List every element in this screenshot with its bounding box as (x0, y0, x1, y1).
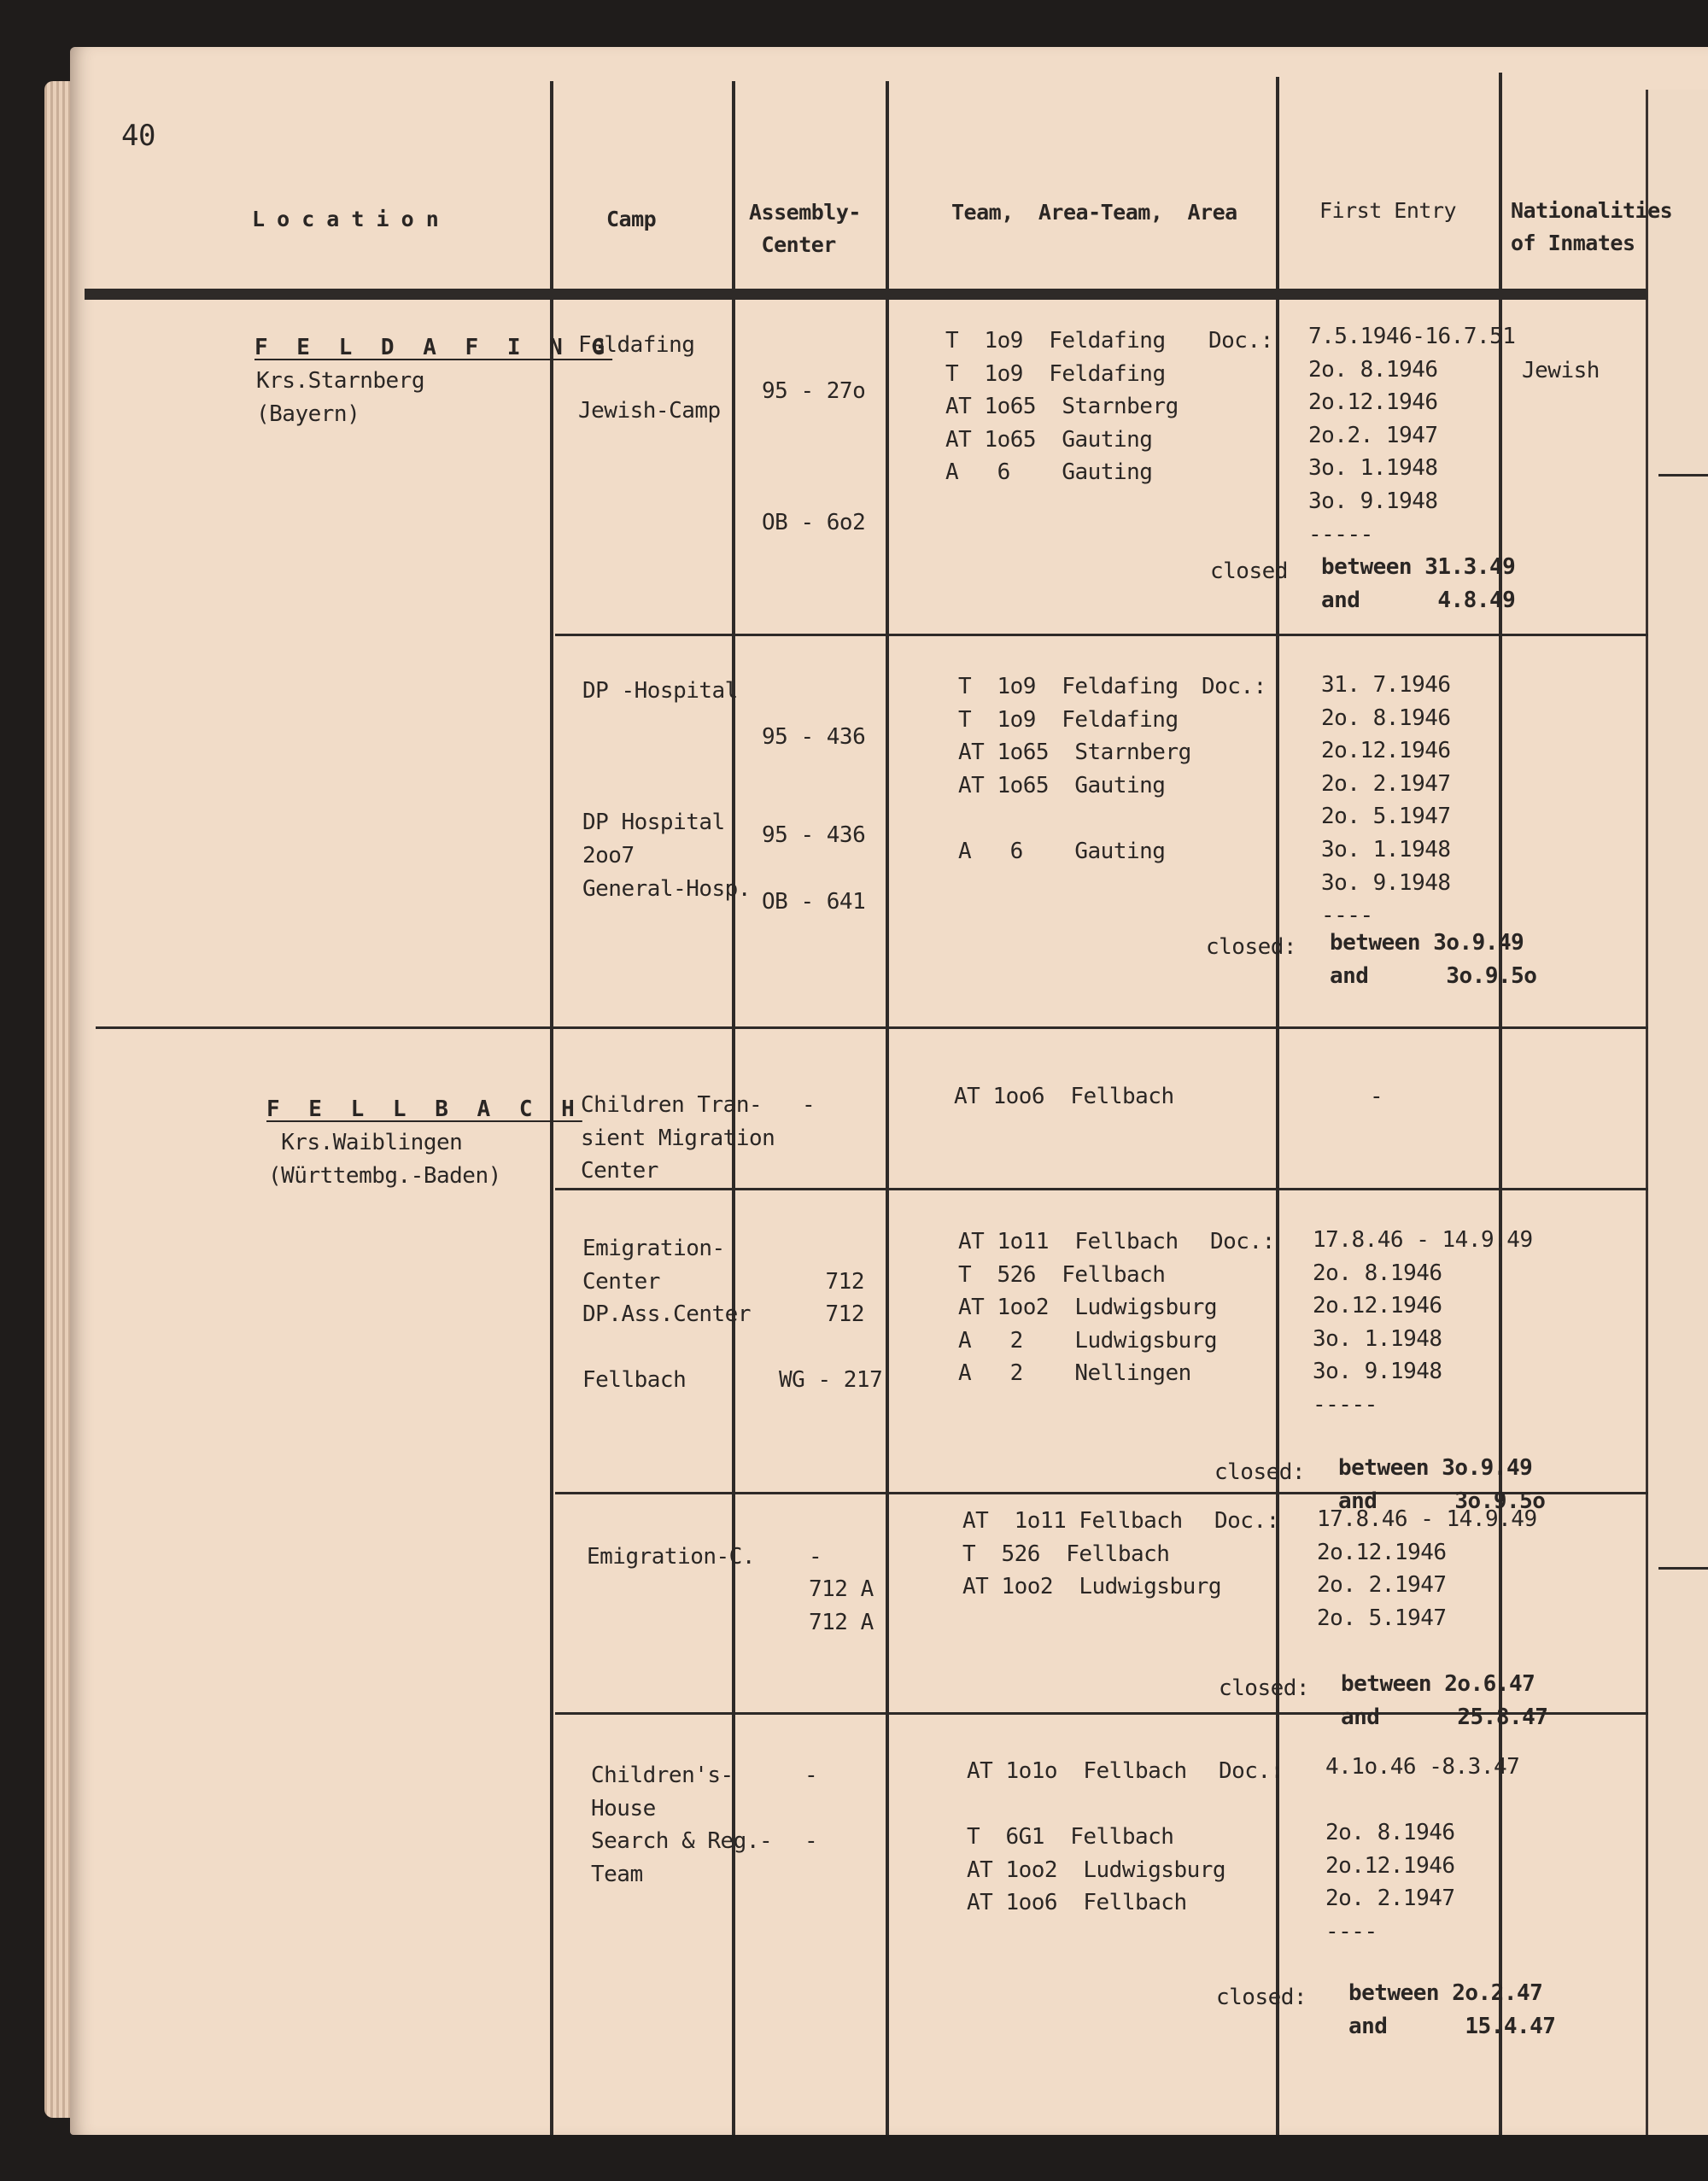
first-entry-cell: 17.8.46 - 14.9.49 2o.12.1946 2o. 2.1947 2o. 5.1947 (1317, 1506, 1537, 1631)
assembly-cell: 95 - 27o OB - 6o2 (762, 377, 866, 535)
page-number: 40 (121, 119, 155, 153)
header-location: L o c a t i o n (252, 207, 439, 231)
column-divider (886, 81, 889, 2135)
closed-dates: between 3o.9.49 and 3o.9.5o (1330, 930, 1537, 989)
row-divider (1658, 474, 1708, 477)
team-cell: AT 1o11 Fellbach T 526 Fellbach AT 1oo2 Ludwigsburg (962, 1508, 1222, 1600)
team-cell: T 1o9 Feldafing T 1o9 Feldafing AT 1o65 Starnberg AT 1o65 Gauting A 6 Gauting (945, 328, 1179, 486)
header-first-entry: First Entry (1319, 198, 1457, 223)
camp-cell: DP -Hospital DP Hospital 2oo7 General-Hosp. (582, 678, 751, 902)
first-entry-cell: 4.1o.46 -8.3.47 2o. 8.1946 2o.12.1946 2o. 2.1947 ---- (1325, 1754, 1520, 1944)
team-cell: AT 1o1o Fellbach T 6G1 Fellbach AT 1oo2 Ludwigsburg AT 1oo6 Fellbach (967, 1758, 1226, 1916)
closed-label: closed: (1214, 1459, 1306, 1485)
camp-cell: Children's- House Search & Reg.- Team (591, 1763, 773, 1887)
doc-label: Doc.: (1219, 1758, 1284, 1784)
header-rule (85, 289, 1647, 300)
header-nationalities: Nationalities of Inmates (1511, 198, 1673, 255)
assembly-cell: - (802, 1092, 816, 1118)
doc-label: Doc.: (1208, 328, 1273, 354)
closed-label: closed: (1206, 934, 1297, 960)
first-entry-cell: 31. 7.1946 2o. 8.1946 2o.12.1946 2o. 2.1947 2o. 5.1947 3o. 1.1948 3o. 9.1948 ---- (1321, 672, 1451, 929)
assembly-cell: - - (804, 1763, 818, 1855)
camp-cell: Emigration- Center DP.Ass.Center Fellbach (582, 1236, 751, 1394)
team-cell: T 1o9 Feldafing T 1o9 Feldafing AT 1o65 Starnberg AT 1o65 Gauting A 6 Gauting (958, 674, 1191, 864)
row-divider (1658, 1567, 1708, 1570)
camp-cell: Emigration-C. (587, 1543, 755, 1570)
doc-label: Doc.: (1202, 674, 1266, 699)
team-cell: AT 1o11 Fellbach T 526 Fellbach AT 1oo2 Ludwigsburg A 2 Ludwigsburg A 2 Nellingen (958, 1229, 1218, 1387)
location-name: F E L D A F I N G (254, 335, 613, 360)
column-divider (1276, 77, 1279, 2135)
assembly-cell: 712 712 WG - 217 (779, 1268, 883, 1394)
doc-label: Doc.: (1210, 1229, 1275, 1254)
closed-dates: between 2o.2.47 and 15.4.47 (1348, 1980, 1556, 2039)
header-team: Team, Area-Team, Area (951, 200, 1237, 225)
first-entry-cell: - (1370, 1084, 1383, 1109)
doc-label: Doc.: (1214, 1508, 1279, 1534)
header-camp: Camp (606, 207, 657, 231)
camp-cell: Feldafing Jewish-Camp (578, 332, 721, 424)
closed-dates: between 2o.6.47 and 25.8.47 (1341, 1671, 1548, 1730)
closed-label: closed: (1216, 1985, 1307, 2010)
team-cell: AT 1oo6 Fellbach (954, 1084, 1174, 1109)
header-assembly: Assembly- Center (749, 200, 861, 257)
next-page-edge (1646, 90, 1708, 2135)
closed-dates: between 3o.9.49 and 3o.9.5o (1338, 1455, 1546, 1514)
first-entry-cell: 7.5.1946-16.7.51 2o. 8.1946 2o.12.1946 2o.2. 1947 3o. 1.1948 3o. 9.1948 ----- (1308, 324, 1516, 547)
location-district: Krs.Starnberg (Bayern) (256, 368, 424, 427)
first-entry-cell: 17.8.46 - 14.9.49 2o. 8.1946 2o.12.1946 3o. 1.1948 3o. 9.1948 ----- (1313, 1227, 1533, 1418)
closed-label: closed: (1219, 1675, 1310, 1701)
assembly-cell: 95 - 436 95 - 436 OB - 641 (762, 723, 866, 915)
closed-label: closed (1210, 558, 1288, 584)
assembly-cell: - 712 A 712 A (809, 1543, 874, 1635)
location-district: Krs.Waiblingen (Württembg.-Baden) (268, 1130, 501, 1189)
closed-dates: between 31.3.49 and 4.8.49 (1321, 554, 1516, 613)
page-edges (44, 81, 73, 2118)
row-divider (555, 1188, 1648, 1190)
document-page (70, 47, 1708, 2135)
location-name: F E L L B A C H (266, 1096, 582, 1122)
camp-cell: Children Tran- sient Migration Center (581, 1092, 775, 1184)
nationality-cell: Jewish (1522, 358, 1600, 383)
row-divider (96, 1026, 1648, 1029)
row-divider (555, 634, 1648, 636)
